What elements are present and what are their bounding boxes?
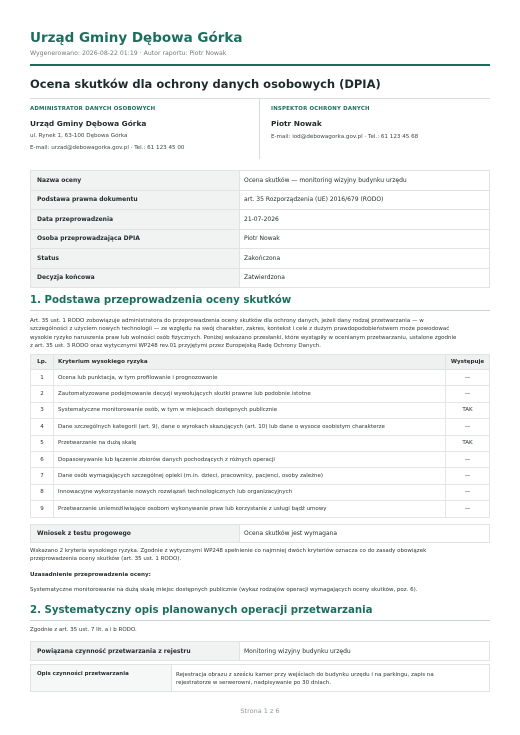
- meta-row: [31, 210, 490, 230]
- generation-info: Wygenerowano: 2026-08-22 01:19 · Autor raportu: Piotr Nowak: [30, 50, 227, 57]
- criterion-text: Zautomatyzowane podejmowanie decyzji wywołujących skutki prawne lub podobnie istotne: [54, 386, 446, 402]
- criterion-num: 8: [31, 484, 54, 500]
- description-line: rejestratorze w serwerowni, nadpisywanie po 30 dniach.: [176, 680, 332, 687]
- criterion-result: —: [446, 386, 490, 402]
- threshold-result-key: Wniosek z testu progowego: [31, 525, 240, 543]
- criterion-num: 4: [31, 419, 54, 435]
- table-row: [31, 419, 490, 435]
- section-2-heading: 2. Systematyczny opis planowanych operacji przetwarzania: [30, 605, 373, 616]
- administrator-role: ADMINISTRATOR DANYCH OSOBOWYCH: [30, 106, 156, 112]
- col-header-result: Występuje: [446, 355, 490, 370]
- meta-value: Zatwierdzona: [240, 268, 490, 288]
- inspector-name: Piotr Nowak: [271, 119, 322, 128]
- criteria-summary: [30, 547, 490, 564]
- summary-line: przeprowadzenia oceny skutków (art. 35 ust. 1 RODO).: [30, 556, 182, 563]
- inspector-role: INSPEKTOR OCHRONY DANYCH: [271, 106, 370, 112]
- table-row: [31, 501, 490, 517]
- section-1-intro: [30, 317, 490, 351]
- administrator-address: ul. Rynek 1, 63-100 Dębowa Górka: [30, 133, 128, 139]
- criterion-num: 5: [31, 435, 54, 451]
- criterion-text: Dopasowywanie lub łączenie zbiorów danych pochodzących z różnych operacji: [54, 451, 446, 467]
- summary-line: Wskazano 2 kryteria wysokiego ryzyka. Zgodnie z wytycznymi WP248 spełnienie co najmniej dwóch kryteriów oznacza co do zasady obowiązek: [30, 548, 427, 554]
- processing-description-key: Opis czynności przetwarzania: [31, 665, 172, 692]
- section-1-divider: [30, 310, 490, 311]
- criteria-header-row: [31, 355, 490, 370]
- criterion-text: Systematyczne monitorowanie osób, w tym w miejscach dostępnych publicznie: [54, 402, 446, 418]
- inspector-contact: E-mail: iod@debowagorka.gov.pl · Tel.: 61 123 45 68: [271, 134, 419, 140]
- description-line: Rejestracja obrazu z sześciu kamer przy wejściach do budynku urzędu i na parkingu, zapis na: [176, 672, 434, 678]
- col-header-criterion: Kryterium wysokiego ryzyka: [54, 355, 446, 370]
- criterion-result: —: [446, 484, 490, 500]
- intro-line: Art. 35 ust. 1 RODO zobowiązuje administratora do przeprowadzenia oceny skutków dla ochrony danych, jeżeli dany rodzaj przetwarzania — w: [30, 318, 424, 324]
- table-row: [31, 386, 490, 402]
- table-row: [31, 402, 490, 418]
- header-divider: [30, 64, 490, 66]
- meta-value: 21-07-2026: [240, 210, 490, 230]
- administrator-card: [30, 99, 260, 159]
- criterion-result: —: [446, 419, 490, 435]
- justification-text: Systematyczne monitorowanie na dużą skalę miejsc dostępnych publicznie (wykaz rodzajów operacji wymagających oceny skutków, poz. 6).: [30, 587, 418, 593]
- table-row: [31, 435, 490, 451]
- criterion-num: 3: [31, 402, 54, 418]
- linked-activity-table: [30, 641, 490, 661]
- meta-key: Podstawa prawna dokumentu: [31, 190, 240, 210]
- threshold-result-value: Ocena skutków jest wymagana: [240, 525, 490, 543]
- criterion-result: TAK: [446, 402, 490, 418]
- criterion-text: Przetwarzanie na dużą skalę: [54, 435, 446, 451]
- criterion-result: TAK: [446, 435, 490, 451]
- col-header-num: Lp.: [31, 355, 54, 370]
- linked-activity-row: [31, 642, 490, 661]
- criterion-result: —: [446, 370, 490, 386]
- criterion-num: 6: [31, 451, 54, 467]
- processing-description-row: [31, 665, 490, 692]
- meta-row: [31, 190, 490, 210]
- table-row: [31, 468, 490, 484]
- criterion-num: 7: [31, 468, 54, 484]
- organization-title: Urząd Gminy Dębowa Górka: [30, 30, 243, 46]
- section-2-divider: [30, 620, 490, 621]
- threshold-result-table: [30, 524, 490, 543]
- meta-value: Piotr Nowak: [240, 229, 490, 249]
- page-number: Strona 1 z 6: [240, 707, 280, 715]
- meta-key: Nazwa oceny: [31, 171, 240, 191]
- document-title: Ocena skutków dla ochrony danych osobowych (DPIA): [30, 77, 381, 91]
- criterion-text: Dane osób wymagających szczególnej opieki (m.in. dzieci, pracownicy, pacjenci, osoby zależne): [54, 468, 446, 484]
- processing-description-value: [172, 665, 490, 692]
- criterion-text: Innowacyjne wykorzystanie nowych rozwiązań technologicznych lub organizacyjnych: [54, 484, 446, 500]
- criterion-num: 1: [31, 370, 54, 386]
- criterion-text: Przetwarzanie uniemożliwiające osobom wykonywanie praw lub korzystanie z usługi bądź umowy: [54, 501, 446, 517]
- linked-activity-key: Powiązana czynność przetwarzania z rejestru: [31, 642, 240, 661]
- meta-row: [31, 268, 490, 288]
- criterion-result: —: [446, 451, 490, 467]
- meta-value: Zakończona: [240, 249, 490, 269]
- intro-line: z art. 35 ust. 3 RODO oraz wytycznymi WP248 rev.01 przyjętymi przez Europejską Radę Ochrony Danych.: [30, 343, 321, 350]
- assessment-metadata-table: [30, 170, 490, 288]
- meta-row: [31, 171, 490, 191]
- intro-line: wysokie ryzyko naruszenia praw lub wolności osób fizycznych. Poniżej wskazano przesłanki, które wystąpiły w ocenianym przetwarzaniu, ustalone zgodnie: [30, 334, 457, 341]
- risk-criteria-table: [30, 354, 490, 518]
- meta-row: [31, 249, 490, 269]
- criterion-text: Ocena lub punktacja, w tym profilowanie i prognozowanie: [54, 370, 446, 386]
- meta-key: Data przeprowadzenia: [31, 210, 240, 230]
- criterion-result: —: [446, 501, 490, 517]
- meta-value: Ocena skutków — monitoring wizyjny budynku urzędu: [240, 171, 490, 191]
- administrator-contact: E-mail: urzad@debowagorka.gov.pl · Tel.: 61 123 45 00: [30, 145, 185, 151]
- section-2-intro: Zgodnie z art. 35 ust. 7 lit. a i b RODO.: [30, 627, 137, 633]
- meta-value: art. 35 Rozporządzenia (UE) 2016/679 (RODO): [240, 190, 490, 210]
- criterion-num: 9: [31, 501, 54, 517]
- inspector-card: [271, 99, 490, 159]
- table-row: [31, 484, 490, 500]
- administrator-name: Urząd Gminy Dębowa Górka: [30, 119, 147, 128]
- justification-label: Uzasadnienie przeprowadzenia oceny:: [30, 572, 151, 578]
- criterion-num: 2: [31, 386, 54, 402]
- criterion-result: —: [446, 468, 490, 484]
- table-row: [31, 451, 490, 467]
- intro-line: szczególności z użyciem nowych technologii — ze względu na swój charakter, zakres, kontekst i cele z dużym prawdopodobieństwem może powodować: [30, 326, 450, 333]
- criterion-text: Dane szczególnych kategorii (art. 9), dane o wyrokach skazujących (art. 10) lub dane o wysoce osobistym charakterze: [54, 419, 446, 435]
- parties-block: [30, 98, 490, 158]
- meta-key: Osoba przeprowadzająca DPIA: [31, 229, 240, 249]
- section-1-heading: 1. Podstawa przeprowadzenia oceny skutków: [30, 295, 292, 306]
- meta-key: Status: [31, 249, 240, 269]
- meta-key: Decyzja końcowa: [31, 268, 240, 288]
- linked-activity-value: Monitoring wizyjny budynku urzędu: [240, 642, 490, 661]
- processing-description-table: [30, 664, 490, 692]
- table-row: [31, 370, 490, 386]
- meta-row: [31, 229, 490, 249]
- threshold-result-row: [31, 525, 490, 543]
